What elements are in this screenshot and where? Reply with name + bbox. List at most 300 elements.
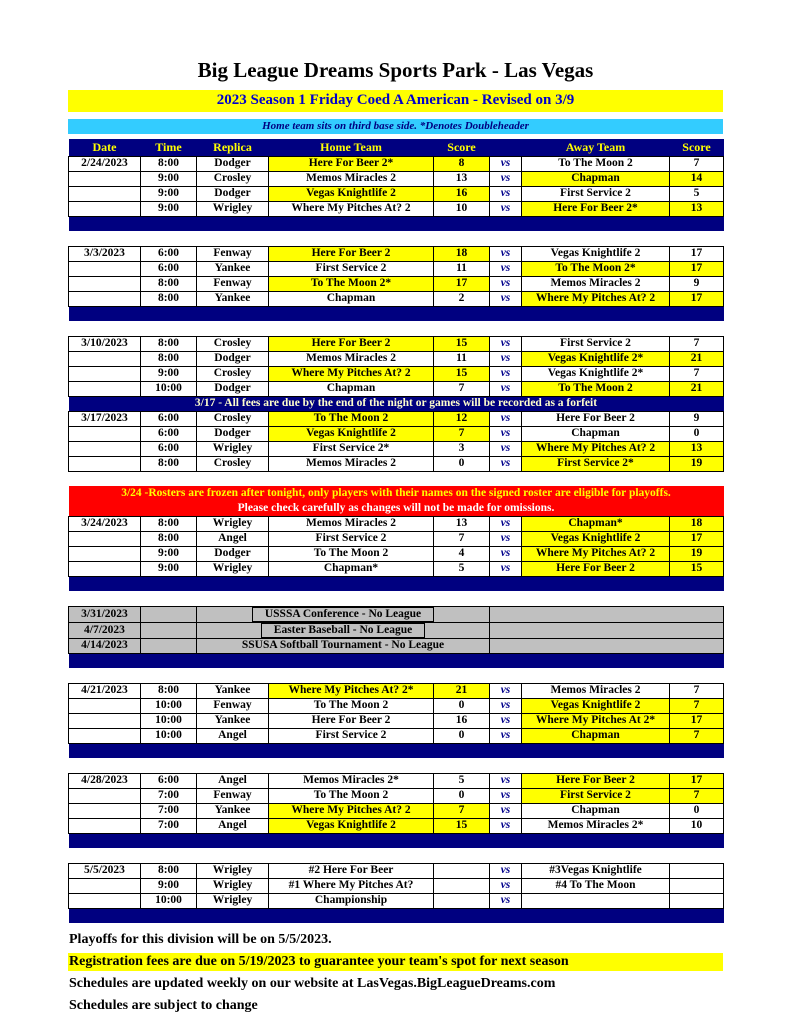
away-score-cell: 21 — [670, 351, 724, 366]
away-score-cell — [670, 893, 724, 908]
gap-row — [69, 471, 724, 486]
home-team-cell: To The Moon 2 — [269, 411, 434, 426]
home-team-cell: Where My Pitches At? 2 — [269, 366, 434, 381]
away-score-cell: 14 — [670, 171, 724, 186]
home-score-cell: 16 — [434, 186, 490, 201]
away-score-cell: 17 — [670, 531, 724, 546]
replica-cell: Wrigley — [197, 893, 269, 908]
home-team-cell: Chapman — [269, 291, 434, 306]
time-cell: 8:00 — [141, 516, 197, 531]
away-team-cell: Where My Pitches At? 2 — [522, 546, 670, 561]
home-team-cell: To The Moon 2* — [269, 276, 434, 291]
away-score-cell: 7 — [670, 366, 724, 381]
home-team-cell: To The Moon 2 — [269, 546, 434, 561]
away-team-cell: Memos Miracles 2* — [522, 818, 670, 833]
home-team-cell: First Service 2* — [269, 441, 434, 456]
date-cell: 2/24/2023 — [69, 156, 141, 171]
replica-cell: Wrigley — [197, 516, 269, 531]
vs-cell: vs — [490, 336, 522, 351]
game-row — [69, 276, 724, 291]
replica-cell: Fenway — [197, 246, 269, 261]
away-team-cell: Where My Pitches At? 2 — [522, 291, 670, 306]
vs-cell: vs — [490, 351, 522, 366]
vs-cell: vs — [490, 291, 522, 306]
separator-bar — [69, 306, 724, 321]
away-team-cell: First Service 2 — [522, 186, 670, 201]
home-team-cell: #1 Where My Pitches At? — [269, 878, 434, 893]
time-cell: 10:00 — [141, 698, 197, 713]
vs-cell: vs — [490, 426, 522, 441]
home-team-cell: First Service 2 — [269, 261, 434, 276]
date-cell — [69, 893, 141, 908]
game-row — [69, 336, 724, 351]
game-row — [69, 713, 724, 728]
home-team-cell: First Service 2 — [269, 531, 434, 546]
gap-spacer — [69, 231, 724, 246]
vs-cell: vs — [490, 878, 522, 893]
home-score-cell: 0 — [434, 728, 490, 743]
replica-cell: Yankee — [197, 683, 269, 698]
home-score-cell: 7 — [434, 381, 490, 396]
away-score-cell: 9 — [670, 411, 724, 426]
event-empty-cell — [490, 638, 724, 653]
separator-row — [69, 653, 724, 668]
away-score-cell: 17 — [670, 713, 724, 728]
time-cell: 8:00 — [141, 683, 197, 698]
separator-bar — [69, 216, 724, 231]
time-cell: 6:00 — [141, 261, 197, 276]
date-cell: 3/31/2023 — [69, 606, 141, 622]
away-team-cell — [522, 893, 670, 908]
away-team-cell: Chapman — [522, 728, 670, 743]
game-row — [69, 531, 724, 546]
game-row — [69, 788, 724, 803]
gap-spacer — [69, 758, 724, 773]
replica-cell: Dodger — [197, 426, 269, 441]
away-team-cell: Here For Beer 2 — [522, 561, 670, 576]
away-score-cell: 17 — [670, 291, 724, 306]
replica-cell: Dodger — [197, 351, 269, 366]
vs-cell: vs — [490, 186, 522, 201]
home-team-cell: Where My Pitches At? 2 — [269, 803, 434, 818]
replica-cell: Crosley — [197, 171, 269, 186]
separator-row — [69, 908, 724, 923]
game-row — [69, 381, 724, 396]
vs-cell: vs — [490, 366, 522, 381]
time-cell: 8:00 — [141, 531, 197, 546]
home-score-cell: 18 — [434, 246, 490, 261]
home-team-cell: Memos Miracles 2* — [269, 773, 434, 788]
away-team-cell: Chapman* — [522, 516, 670, 531]
replica-cell: Angel — [197, 818, 269, 833]
header-time: Time — [141, 139, 197, 156]
date-cell — [69, 261, 141, 276]
replica-cell: Crosley — [197, 336, 269, 351]
date-cell — [69, 291, 141, 306]
replica-cell: Dodger — [197, 546, 269, 561]
event-row — [69, 638, 724, 653]
home-score-cell: 3 — [434, 441, 490, 456]
away-score-cell: 5 — [670, 186, 724, 201]
vs-cell: vs — [490, 441, 522, 456]
time-cell: 9:00 — [141, 878, 197, 893]
home-team-cell: Here For Beer 2 — [269, 713, 434, 728]
date-cell: 3/24/2023 — [69, 516, 141, 531]
time-cell — [141, 606, 197, 622]
time-cell: 6:00 — [141, 426, 197, 441]
notice-text: 3/17 - All fees are due by the end of the night or games will be recorded as a forfeit — [69, 396, 724, 411]
event-label: USSSA Conference - No League — [252, 607, 434, 622]
header-away-score: Score — [670, 139, 724, 156]
home-score-cell: 13 — [434, 516, 490, 531]
time-cell: 10:00 — [141, 713, 197, 728]
away-score-cell: 7 — [670, 728, 724, 743]
home-team-cell: Here For Beer 2* — [269, 156, 434, 171]
game-row — [69, 261, 724, 276]
gap-spacer — [69, 848, 724, 863]
home-team-cell: Vegas Knightlife 2 — [269, 426, 434, 441]
home-team-cell: Where My Pitches At? 2 — [269, 201, 434, 216]
vs-cell: vs — [490, 546, 522, 561]
gap-row — [69, 231, 724, 246]
home-score-cell: 15 — [434, 336, 490, 351]
replica-cell: Crosley — [197, 456, 269, 471]
away-team-cell: Vegas Knightlife 2* — [522, 351, 670, 366]
gap-row — [69, 321, 724, 336]
home-score-cell: 0 — [434, 698, 490, 713]
away-team-cell: Where My Pitches At? 2 — [522, 441, 670, 456]
home-team-cell: Where My Pitches At? 2* — [269, 683, 434, 698]
away-score-cell: 7 — [670, 336, 724, 351]
away-score-cell: 21 — [670, 381, 724, 396]
schedule-table — [68, 139, 724, 923]
game-row — [69, 351, 724, 366]
vs-cell: vs — [490, 261, 522, 276]
home-score-cell: 8 — [434, 156, 490, 171]
home-score-cell: 7 — [434, 803, 490, 818]
event-empty-cell — [490, 606, 724, 622]
away-team-cell: Memos Miracles 2 — [522, 683, 670, 698]
gap-spacer — [69, 471, 724, 486]
replica-cell: Yankee — [197, 291, 269, 306]
away-team-cell: Here For Beer 2 — [522, 411, 670, 426]
date-cell — [69, 546, 141, 561]
date-cell — [69, 351, 141, 366]
away-score-cell: 7 — [670, 156, 724, 171]
replica-cell: Yankee — [197, 713, 269, 728]
date-cell — [69, 561, 141, 576]
home-score-cell: 0 — [434, 456, 490, 471]
away-score-cell: 17 — [670, 246, 724, 261]
replica-cell: Yankee — [197, 261, 269, 276]
home-score-cell: 15 — [434, 366, 490, 381]
home-score-cell: 11 — [434, 351, 490, 366]
home-score-cell: 16 — [434, 713, 490, 728]
away-score-cell: 0 — [670, 426, 724, 441]
replica-cell: Dodger — [197, 381, 269, 396]
event-empty-cell — [490, 622, 724, 638]
header-home-score: Score — [434, 139, 490, 156]
replica-cell: Fenway — [197, 698, 269, 713]
home-score-cell — [434, 863, 490, 878]
vs-cell: vs — [490, 818, 522, 833]
replica-cell: Dodger — [197, 156, 269, 171]
gap-row — [69, 591, 724, 606]
game-row — [69, 426, 724, 441]
date-cell: 3/10/2023 — [69, 336, 141, 351]
separator-bar — [69, 833, 724, 848]
notice-text: Please check carefully as changes will not be made for omissions. — [69, 501, 724, 516]
away-team-cell: Chapman — [522, 426, 670, 441]
away-team-cell: To The Moon 2 — [522, 381, 670, 396]
home-score-cell: 7 — [434, 426, 490, 441]
vs-cell: vs — [490, 201, 522, 216]
date-cell — [69, 713, 141, 728]
date-cell — [69, 788, 141, 803]
vs-cell: vs — [490, 803, 522, 818]
vs-cell: vs — [490, 683, 522, 698]
vs-cell: vs — [490, 893, 522, 908]
home-team-cell: Memos Miracles 2 — [269, 351, 434, 366]
date-cell — [69, 426, 141, 441]
notice-row-navy — [69, 396, 724, 411]
replica-cell: Fenway — [197, 276, 269, 291]
vs-cell: vs — [490, 713, 522, 728]
date-cell — [69, 171, 141, 186]
date-cell — [69, 728, 141, 743]
home-team-cell: Here For Beer 2 — [269, 336, 434, 351]
vs-cell: vs — [490, 531, 522, 546]
time-cell: 6:00 — [141, 773, 197, 788]
game-row — [69, 441, 724, 456]
time-cell: 8:00 — [141, 156, 197, 171]
vs-cell: vs — [490, 561, 522, 576]
away-team-cell: Memos Miracles 2 — [522, 276, 670, 291]
separator-bar — [69, 743, 724, 758]
home-score-cell: 11 — [434, 261, 490, 276]
home-score-cell: 21 — [434, 683, 490, 698]
away-team-cell: First Service 2 — [522, 788, 670, 803]
date-cell — [69, 201, 141, 216]
game-row — [69, 516, 724, 531]
home-score-cell: 10 — [434, 201, 490, 216]
away-score-cell: 10 — [670, 818, 724, 833]
replica-cell: Angel — [197, 531, 269, 546]
gap-row — [69, 848, 724, 863]
time-cell: 9:00 — [141, 186, 197, 201]
notice-row-red — [69, 486, 724, 501]
event-row — [69, 622, 724, 638]
home-score-cell: 12 — [434, 411, 490, 426]
home-team-cell: Here For Beer 2 — [269, 246, 434, 261]
away-team-cell: Here For Beer 2* — [522, 201, 670, 216]
away-score-cell — [670, 863, 724, 878]
replica-cell: Fenway — [197, 788, 269, 803]
time-cell: 6:00 — [141, 246, 197, 261]
home-team-cell: To The Moon 2 — [269, 698, 434, 713]
date-cell — [69, 186, 141, 201]
time-cell: 6:00 — [141, 411, 197, 426]
date-cell — [69, 276, 141, 291]
gap-row — [69, 758, 724, 773]
vs-cell: vs — [490, 728, 522, 743]
home-team-cell: Chapman* — [269, 561, 434, 576]
game-row — [69, 863, 724, 878]
away-score-cell: 0 — [670, 803, 724, 818]
separator-bar — [69, 653, 724, 668]
time-cell: 8:00 — [141, 291, 197, 306]
away-team-cell: First Service 2 — [522, 336, 670, 351]
time-cell: 10:00 — [141, 893, 197, 908]
date-cell — [69, 803, 141, 818]
away-score-cell: 19 — [670, 456, 724, 471]
event-row — [69, 606, 724, 622]
date-cell: 4/28/2023 — [69, 773, 141, 788]
away-team-cell: Chapman — [522, 171, 670, 186]
away-score-cell: 7 — [670, 683, 724, 698]
away-score-cell: 13 — [670, 441, 724, 456]
away-score-cell: 13 — [670, 201, 724, 216]
separator-bar — [69, 908, 724, 923]
time-cell: 10:00 — [141, 728, 197, 743]
game-row — [69, 456, 724, 471]
home-team-cell: Championship — [269, 893, 434, 908]
home-score-cell: 15 — [434, 818, 490, 833]
home-score-cell — [434, 893, 490, 908]
game-row — [69, 201, 724, 216]
season-subtitle: 2023 Season 1 Friday Coed A American - Revised on 3/9 — [68, 90, 723, 112]
header-replica: Replica — [197, 139, 269, 156]
home-team-cell: To The Moon 2 — [269, 788, 434, 803]
time-cell: 9:00 — [141, 201, 197, 216]
footer-playoffs-note: Playoffs for this division will be on 5/5/2023. — [69, 932, 332, 947]
away-score-cell: 7 — [670, 698, 724, 713]
time-cell: 7:00 — [141, 818, 197, 833]
game-row — [69, 803, 724, 818]
date-cell — [69, 441, 141, 456]
away-team-cell: #3Vegas Knightlife — [522, 863, 670, 878]
gap-spacer — [69, 321, 724, 336]
home-team-cell: Memos Miracles 2 — [269, 456, 434, 471]
time-cell: 7:00 — [141, 788, 197, 803]
time-cell — [141, 622, 197, 638]
game-row — [69, 546, 724, 561]
away-team-cell: Where My Pitches At 2* — [522, 713, 670, 728]
event-label-cell — [197, 622, 490, 638]
away-team-cell: Chapman — [522, 803, 670, 818]
game-row — [69, 171, 724, 186]
away-team-cell: Vegas Knightlife 2* — [522, 366, 670, 381]
vs-cell: vs — [490, 788, 522, 803]
away-score-cell: 9 — [670, 276, 724, 291]
vs-cell: vs — [490, 516, 522, 531]
home-score-cell: 0 — [434, 788, 490, 803]
home-score-cell: 5 — [434, 561, 490, 576]
time-cell: 8:00 — [141, 456, 197, 471]
game-row — [69, 698, 724, 713]
vs-cell: vs — [490, 698, 522, 713]
away-team-cell: Vegas Knightlife 2 — [522, 246, 670, 261]
separator-row — [69, 306, 724, 321]
footer — [68, 931, 723, 1015]
separator-row — [69, 576, 724, 591]
separator-row — [69, 743, 724, 758]
date-cell — [69, 698, 141, 713]
vs-cell: vs — [490, 863, 522, 878]
gap-spacer — [69, 668, 724, 683]
separator-bar — [69, 576, 724, 591]
game-row — [69, 683, 724, 698]
away-score-cell: 18 — [670, 516, 724, 531]
away-score-cell: 15 — [670, 561, 724, 576]
away-team-cell: Here For Beer 2 — [522, 773, 670, 788]
replica-cell: Yankee — [197, 803, 269, 818]
date-cell: 4/14/2023 — [69, 638, 141, 653]
game-row — [69, 728, 724, 743]
replica-cell: Wrigley — [197, 441, 269, 456]
separator-row — [69, 833, 724, 848]
time-cell: 8:00 — [141, 276, 197, 291]
replica-cell: Wrigley — [197, 201, 269, 216]
vs-cell: vs — [490, 381, 522, 396]
date-cell: 4/21/2023 — [69, 683, 141, 698]
replica-cell: Crosley — [197, 366, 269, 381]
vs-cell: vs — [490, 456, 522, 471]
event-label-cell — [197, 638, 490, 653]
table-header-row — [69, 139, 724, 156]
time-cell: 9:00 — [141, 171, 197, 186]
game-row — [69, 156, 724, 171]
time-cell: 7:00 — [141, 803, 197, 818]
home-team-cell: Memos Miracles 2 — [269, 171, 434, 186]
vs-cell: vs — [490, 171, 522, 186]
time-cell: 9:00 — [141, 366, 197, 381]
date-cell: 3/17/2023 — [69, 411, 141, 426]
date-cell — [69, 366, 141, 381]
vs-cell: vs — [490, 773, 522, 788]
vs-cell: vs — [490, 276, 522, 291]
replica-cell: Angel — [197, 728, 269, 743]
home-score-cell: 4 — [434, 546, 490, 561]
game-row — [69, 366, 724, 381]
away-team-cell: Vegas Knightlife 2 — [522, 531, 670, 546]
date-cell — [69, 531, 141, 546]
home-team-cell: #2 Here For Beer — [269, 863, 434, 878]
time-cell: 10:00 — [141, 381, 197, 396]
home-team-cell: First Service 2 — [269, 728, 434, 743]
away-score-cell: 7 — [670, 788, 724, 803]
home-score-cell: 13 — [434, 171, 490, 186]
home-score-cell: 17 — [434, 276, 490, 291]
replica-cell: Wrigley — [197, 561, 269, 576]
date-cell: 3/3/2023 — [69, 246, 141, 261]
game-row — [69, 878, 724, 893]
away-score-cell: 17 — [670, 773, 724, 788]
header-away-team: Away Team — [522, 139, 670, 156]
home-score-cell: 5 — [434, 773, 490, 788]
home-score-cell — [434, 878, 490, 893]
game-row — [69, 246, 724, 261]
event-label-cell — [197, 606, 490, 622]
away-team-cell: Vegas Knightlife 2 — [522, 698, 670, 713]
page-title: Big League Dreams Sports Park - Las Vegas — [197, 58, 594, 82]
game-row — [69, 773, 724, 788]
date-cell — [69, 456, 141, 471]
footer-registration-note: Registration fees are due on 5/19/2023 to guarantee your team's spot for next season — [68, 953, 723, 971]
schedule-sheet — [68, 58, 723, 1015]
time-cell: 8:00 — [141, 351, 197, 366]
home-team-cell: Vegas Knightlife 2 — [269, 818, 434, 833]
